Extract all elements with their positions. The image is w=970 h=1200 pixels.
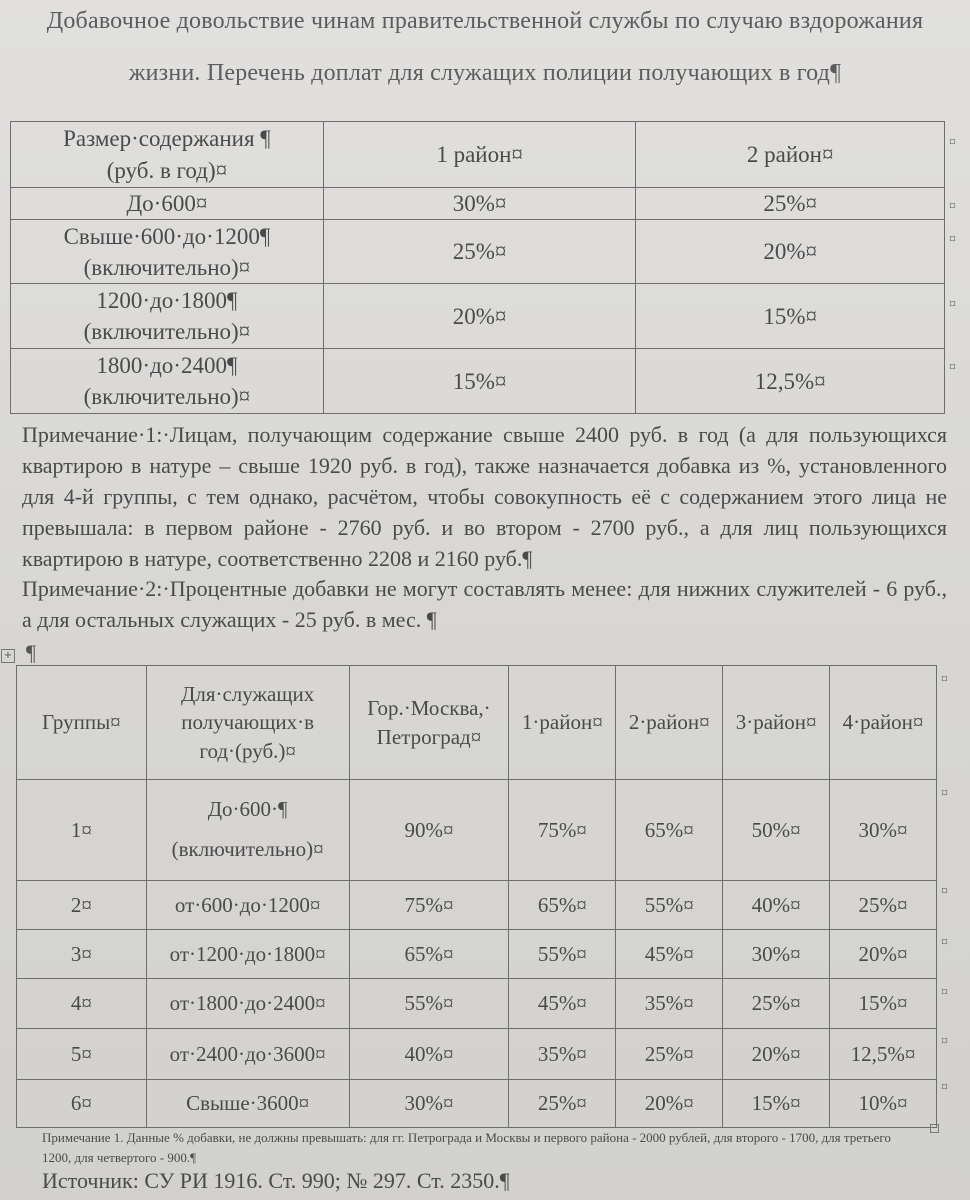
table-cell: 40%¤ bbox=[723, 881, 830, 930]
header-cell: Группы¤ bbox=[17, 666, 147, 780]
table-cell: 75%¤ bbox=[349, 881, 509, 930]
row-end-mark: ¤ bbox=[949, 232, 956, 247]
header-cell: Гор.·Москва,· Петроград¤ bbox=[349, 666, 509, 780]
table-cell: 15%¤ bbox=[723, 1080, 830, 1128]
table-row bbox=[11, 188, 945, 220]
table-cell: 5¤ bbox=[17, 1029, 147, 1080]
table-cell: 45%¤ bbox=[616, 930, 723, 979]
table-cell: 15%¤ bbox=[323, 349, 636, 414]
table-cell: До·600¤ bbox=[11, 188, 324, 220]
table-cell: 4¤ bbox=[17, 979, 147, 1029]
table-row bbox=[11, 284, 945, 349]
table-cell: от·600·до·1200¤ bbox=[146, 881, 349, 930]
header-cell bbox=[11, 122, 324, 188]
table-cell: 12,5%¤ bbox=[830, 1029, 937, 1080]
header-cell: 1·район¤ bbox=[509, 666, 616, 780]
table-cell: 20%¤ bbox=[723, 1029, 830, 1080]
row-end-mark: ¤ bbox=[949, 360, 956, 375]
table-cell: 30%¤ bbox=[830, 780, 937, 881]
table-cell: 90%¤ bbox=[349, 780, 509, 881]
table-cell: 50%¤ bbox=[723, 780, 830, 881]
header-cell bbox=[636, 122, 945, 188]
table-cell: 20%¤ bbox=[636, 220, 945, 284]
table-row bbox=[17, 881, 937, 930]
table-row bbox=[11, 349, 945, 414]
table-cell: 25%¤ bbox=[830, 881, 937, 930]
header-cell: Для·служащих получающих·в год·(руб.)¤ bbox=[146, 666, 349, 780]
note-2-paragraph: Примечание·2:·Процентные добавки не могут составлять менее: для нижних служителей - 6 руб., а для остальных служащих - 25 руб. в мес. ¶ bbox=[22, 576, 947, 632]
table-row bbox=[17, 930, 937, 979]
table-cell: 65%¤ bbox=[509, 881, 616, 930]
row-end-mark: ¤ bbox=[941, 1034, 948, 1049]
table-cell: 1¤ bbox=[17, 780, 147, 881]
table-cell: 55%¤ bbox=[616, 881, 723, 930]
row-end-mark: ¤ bbox=[949, 297, 956, 312]
document-title-line-2: жизни. Перечень доплат для служащих полиции получающих в год¶ bbox=[128, 60, 842, 86]
table-cell: 1800·до·2400¶ (включительно)¤ bbox=[11, 349, 324, 414]
table-move-handle-icon[interactable]: + bbox=[1, 649, 15, 663]
header-cell: 3·район¤ bbox=[723, 666, 830, 780]
table-cell: 35%¤ bbox=[509, 1029, 616, 1080]
table-cell: 3¤ bbox=[17, 930, 147, 979]
header-cell: 2·район¤ bbox=[616, 666, 723, 780]
table-cell: 45%¤ bbox=[509, 979, 616, 1029]
table-cell: Свыше·600·до·1200¶ (включительно)¤ bbox=[11, 220, 324, 284]
table-resize-handle[interactable] bbox=[930, 1124, 939, 1133]
table-cell: 35%¤ bbox=[616, 979, 723, 1029]
table-cell: 25%¤ bbox=[636, 188, 945, 220]
table-row bbox=[11, 220, 945, 284]
table-header-row bbox=[11, 122, 945, 188]
table-cell: 1200·до·1800¶ (включительно)¤ bbox=[11, 284, 324, 349]
table-cell: 15%¤ bbox=[636, 284, 945, 349]
table-cell: 65%¤ bbox=[616, 780, 723, 881]
table-cell: 15%¤ bbox=[830, 979, 937, 1029]
table-row bbox=[17, 979, 937, 1029]
document-title-line-1: Добавочное довольствие чинам правительственной службы по случаю вздорожания bbox=[46, 8, 924, 34]
row-end-mark: ¤ bbox=[941, 985, 948, 1000]
table-cell: 30%¤ bbox=[349, 1080, 509, 1128]
note-1-paragraph: Примечание·1:·Лицам, получающим содержание свыше 2400 руб. в год (а для пользующихся квартирою в натуре – свыше 1920 руб. в год), также назначается добавка из %, установленного для 4-й группы, с тем однако, расчётом, чтобы совокупность её с содержанием этого лица не превышала: в первом районе - 2760 руб. и во втором - 2700 руб., а для лиц пользующихся квартирою в натуре, соответственно 2208 и 2160 руб.¶ bbox=[22, 422, 947, 571]
table-cell: 20%¤ bbox=[830, 930, 937, 979]
table-cell: 12,5%¤ bbox=[636, 349, 945, 414]
table-cell: 40%¤ bbox=[349, 1029, 509, 1080]
table-cell: До·600·¶ (включительно)¤ bbox=[146, 780, 349, 881]
table-footnote: Примечание 1. Данные % добавки, не должны превышать: для гг. Петрограда и Москвы и первого района - 2000 рублей, для второго - 1700, для третьего 1200, для четвертого - 900.¶ bbox=[42, 1130, 891, 1165]
table-cell: 20%¤ bbox=[616, 1080, 723, 1128]
table-row bbox=[17, 780, 937, 881]
row-end-mark: ¤ bbox=[949, 135, 956, 150]
empty-paragraph-mark: ¶ bbox=[26, 640, 36, 665]
header-cell bbox=[323, 122, 636, 188]
table-cell: 75%¤ bbox=[509, 780, 616, 881]
table-row bbox=[17, 1029, 937, 1080]
row-end-mark: ¤ bbox=[941, 935, 948, 950]
row-end-mark: ¤ bbox=[949, 199, 956, 214]
table-cell: 30%¤ bbox=[723, 930, 830, 979]
table-cell: 10%¤ bbox=[830, 1080, 937, 1128]
table-cell: 25%¤ bbox=[509, 1080, 616, 1128]
allowance-table-by-district bbox=[10, 121, 945, 414]
header-salary-label: Размер·содержания ¶ (руб. в год)¤ bbox=[63, 126, 271, 183]
table-cell: от·1200·до·1800¤ bbox=[146, 930, 349, 979]
table-cell: от·1800·до·2400¤ bbox=[146, 979, 349, 1029]
header-district-1: 1 район¤ bbox=[436, 141, 523, 167]
table-row bbox=[17, 1080, 937, 1128]
row-end-mark: ¤ bbox=[941, 672, 948, 687]
table-header-row bbox=[17, 666, 937, 780]
table-cell: от·2400·до·3600¤ bbox=[146, 1029, 349, 1080]
table-cell: 30%¤ bbox=[323, 188, 636, 220]
source-citation: Источник: СУ РИ 1916. Ст. 990; № 297. Ст. 2350.¶ bbox=[42, 1168, 510, 1193]
table-cell: 25%¤ bbox=[323, 220, 636, 284]
allowance-table-by-group bbox=[16, 665, 937, 1128]
header-district-2: 2 район¤ bbox=[746, 141, 834, 167]
table-cell: 55%¤ bbox=[349, 979, 509, 1029]
table-cell: 25%¤ bbox=[616, 1029, 723, 1080]
table-cell: 65%¤ bbox=[349, 930, 509, 979]
row-end-mark: ¤ bbox=[941, 884, 948, 899]
table-cell: 6¤ bbox=[17, 1080, 147, 1128]
table-cell: 25%¤ bbox=[723, 979, 830, 1029]
table-cell: Свыше·3600¤ bbox=[146, 1080, 349, 1128]
table-cell: 2¤ bbox=[17, 881, 147, 930]
row-end-mark: ¤ bbox=[941, 786, 948, 801]
header-cell: 4·район¤ bbox=[830, 666, 937, 780]
table-cell: 20%¤ bbox=[323, 284, 636, 349]
row-end-mark: ¤ bbox=[941, 1080, 948, 1095]
table-cell: 55%¤ bbox=[509, 930, 616, 979]
